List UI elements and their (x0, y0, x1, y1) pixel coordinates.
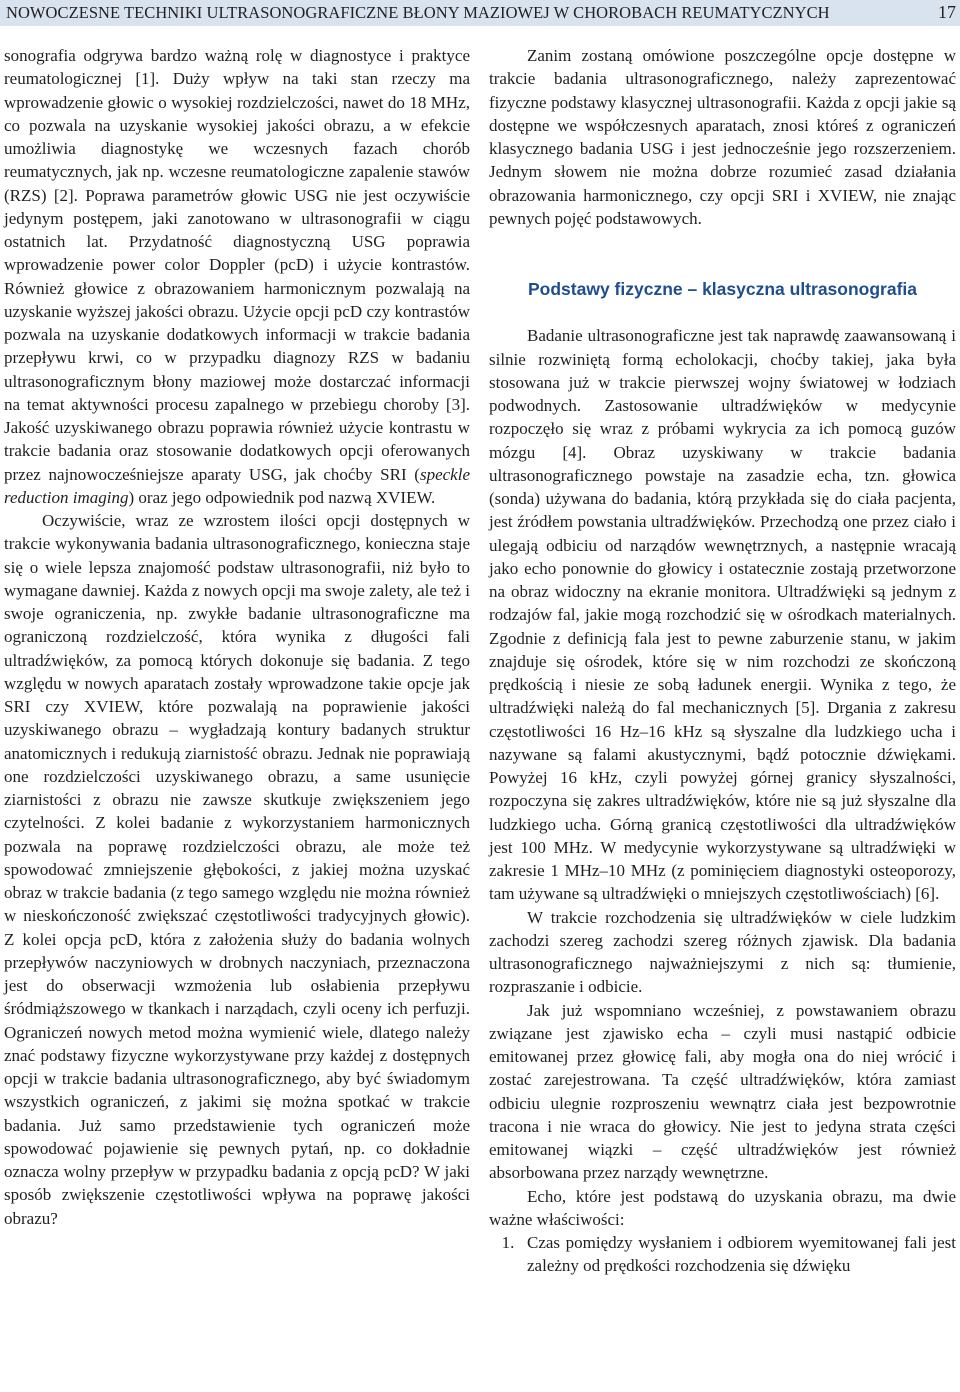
numbered-list-item (489, 1231, 956, 1278)
right-intro-paragraph: Zanim zostaną omówione poszczególne opcje dostępne w trakcie badania ultrasonograficznego, należy zaprezentować fizyczne podstawy klasycznej ultrasonografii. Każda z opcji jakie są dostępne we współczesnych aparatach, znosi któreś z ograniczeń klasycznego badania USG i jest jednocześnie jego rozszerzeniem. Jednym słowem nie można dobrze rozumieć zasad działania obrazowania harmonicznego, czy opcji SRI i XVIEW, nie znając pewnych pojęć podstawowych. (489, 46, 956, 228)
right-paragraph: Jak już wspomniano wcześniej, z powstawaniem obrazu związane jest zjawisko echa – czyli musi nastąpić odbicie emitowanej przez głowicę fali, aby mogła ona do niej wrócić i zostać zarejestrowana. Ta część ultradźwięków, która zamiast odbiciu ulegnie rozproszeniu wewnątrz ciała jest bezpowrotnie tracona i nie wraca do głowicy. Nie jest to jedyna strata części emitowanej wiązki – część ultradźwięków jest również absorbowana przez narządy wewnętrzne. (489, 1000, 956, 1183)
right-paragraph: W trakcie rozchodzenia się ultradźwięków w ciele ludzkim zachodzi szereg zachodzi szereg różnych zjawisk. Dla badania ultrasonograficznego najważniejszymi z nich są: tłumienie, rozpraszanie i odbicie. (489, 907, 956, 997)
section-heading: Podstawy fizyczne – klasyczna ultrasonografia (527, 279, 918, 299)
left-column (4, 44, 470, 1230)
right-paragraph: Badanie ultrasonograficzne jest tak naprawdę zaawansowaną i silnie rozwiniętą formą echolokacji, choćby takiej, jaka była stosowana już w trakcie pierwszej wojny światowej w łodziach podwodnych. Zastosowanie ultradźwięków w medycynie rozpoczęło się wraz z próbami wykrycia za ich pomocą guzów mózgu [4]. Obraz uzyskiwany w trakcie badania ultrasonograficznego powstaje na zasadzie echa, tzn. głowica (sonda) używana do badania, którą przykłada się do ciała pacjenta, jest źródłem powstania ultradźwięków. Przechodzą one przez ciało i ulegają odbiciu od narządów wewnętrznych, a następnie wracają jako echo ponownie do głowicy i ostatecznie zostają przetworzone na obraz widoczny na ekranie monitora. Ultradźwięki są jednym z rodzajów fal, jakie mogą rozchodzić się w ośrodkach materialnych. Zgodnie z definicją fala jest to pewne zaburzenie stanu, w jakim znajduje się ośrodek, które się w nim rozchodzi ze skończoną prędkością i niesie ze sobą ładunek energii. Wynika z tego, że ultradźwięki należą do fal mechanicznych [5]. Drgania z zakresu częstotliwości 16 Hz–16 kHz są słyszalne dla ludzkiego ucha i nazywane są falami akustycznymi, bądź potocznie dźwiękami. Powyżej 16 kHz, czyli powyżej górnej granicy słyszalności, rozpoczyna się zakres ultradźwięków, które nie są już słyszalne dla ludzkiego ucha. Górną granicą częstotliwości dla ultradźwięków jest 100 MHz. W medycynie wykorzystywane są ultradźwięki w zakresie 1 MHz–10 MHz (z pominięciem diagnostyki osteoporozy, tam używane są ultradźwięki o mniejszych częstotliwościach) [6]. (489, 326, 956, 904)
running-header-title: NOWOCZESNE TECHNIKI ULTRASONOGRAFICZNE BŁONY MAZIOWEJ W CHOROBACH REUMATYCZNYCH (6, 3, 830, 22)
list-item-number: 1. (501, 1233, 515, 1252)
text-run: Oczywiście, wraz ze wzrostem ilości opcji dostępnych w trakcie wykonywania badania ultrasonograficznego, konieczna staje się o wiele lepsza znajomość podstaw ultrasonografii, niż było to wymagane dawniej. Każda z nowych opcji ma swoje zalety, ale też i swoje ograniczenia, np. zwykłe badanie ultrasonograficzne ma ograniczoną rozdzielczość, która wynika z długości fali ultradźwięków, za pomocą których dokonuje się badania. Z tego względu w nowych aparatach zostały wprowadzone takie opcje jak SRI czy XVIEW, które pozwalają na poprawienie jakości uzyskiwanego obrazu – wygładzają kontury badanych struktur anatomicznych i redukują ziarnistość obrazu. Jednak nie poprawiają one rozdzielczości uzyskiwanego obrazu, a same usunięcie ziarnistości z obrazu nie zawsze skutkuje zwiększeniem jego czytelności. Z kolei badanie z wykorzystaniem harmonicznych pozwala na poprawę rozdzielczości obrazu, ale może też spowodować zmniejszenie głębokości, z jakiej można uzyskać obraz w trakcie badania (z tego samego względu nie można również w nieskończoność zwiększać częstotliwości tradycyjnych głowic). Z kolei opcja pcD, która z założenia służy do badania wolnych przepływów naczyniowych w drobnych naczyniach, przeznaczona jest do obserwacji wzmożenia lub osłabienia przepływu śródmiąższowego w tkankach i narządach, czyli oceny ich perfuzji. Ograniczeń nowych metod można wymienić wiele, dlatego należy znać podstawy fizyczne wykorzystywane przy każdej z dostępnych opcji w trakcie badania ultrasonograficznego, aby być świadomym wszystkich ograniczeń, z jakimi się można spotkać w trakcie badania. Już samo przedstawienie tych ograniczeń może spowodować pojawienie się pewnych pytań, np. co dokładnie oznacza wolny przepływ w przypadku badania z opcją pcD? W jaki sposób zwiększenie częstotliwości wpływa na poprawę jakości obrazu? (4, 511, 470, 1228)
text-run: ) oraz jego odpowiednik pod nazwą XVIEW. (128, 487, 436, 507)
list-item-text: Czas pomiędzy wysłaniem i odbiorem wyemitowanej fali jest zależny od prędkości rozchodzenia się dźwięku (527, 1233, 956, 1276)
running-header (0, 0, 960, 26)
right-column (489, 44, 956, 1278)
left-paragraph (4, 44, 470, 509)
italic-term: speckle reduction imaging (4, 464, 470, 507)
left-paragraph (4, 509, 470, 1230)
right-paragraph: Echo, które jest podstawą do uzyskania obrazu, ma dwie ważne właściwości: (489, 1186, 956, 1229)
text-run: sonografia odgrywa bardzo ważną rolę w diagnostyce i praktyce reumatologicznej [1]. Duży wpływ na taki stan rzeczy ma wprowadzenie głowic o wysokiej rozdzielczości, nawet do 18 MHz, co pozwala na uzyskanie wysokiej jakości obrazu, a w efekcie umożliwia diagnostykę we wczesnych fazach chorób reumatycznych, jak np. wczesne reumatologiczne zapalenie stawów (RZS) [2]. Poprawa parametrów głowic USG nie jest oczywiście jedynym postępem, jaki zanotowano w ultrasonografii w ciągu ostatnich lat. Przydatność diagnostyczną USG poprawia wprowadzenie power color Doppler (pcD) i użycie kontrastów. Również głowice z obrazowaniem harmonicznym pozwalają na uzyskanie wyższej jakości obrazu. Użycie opcji pcD czy kontrastów pozwala na uzyskanie dodatkowych informacji w trakcie badania przepływu krwi, co w przypadku diagnozy RZS w badaniu ultrasonograficznym błony maziowej może dostarczać informacji na temat aktywności procesu zapalnego w przebiegu choroby [3]. Jakość uzyskiwanego obrazu poprawia również użycie kontrastu w trakcie badania oraz stosowanie dodatkowych opcji oferowanych przez najnowocześniejsze aparaty USG, jak choćby SRI ( (4, 46, 470, 484)
page-number: 17 (938, 2, 956, 22)
